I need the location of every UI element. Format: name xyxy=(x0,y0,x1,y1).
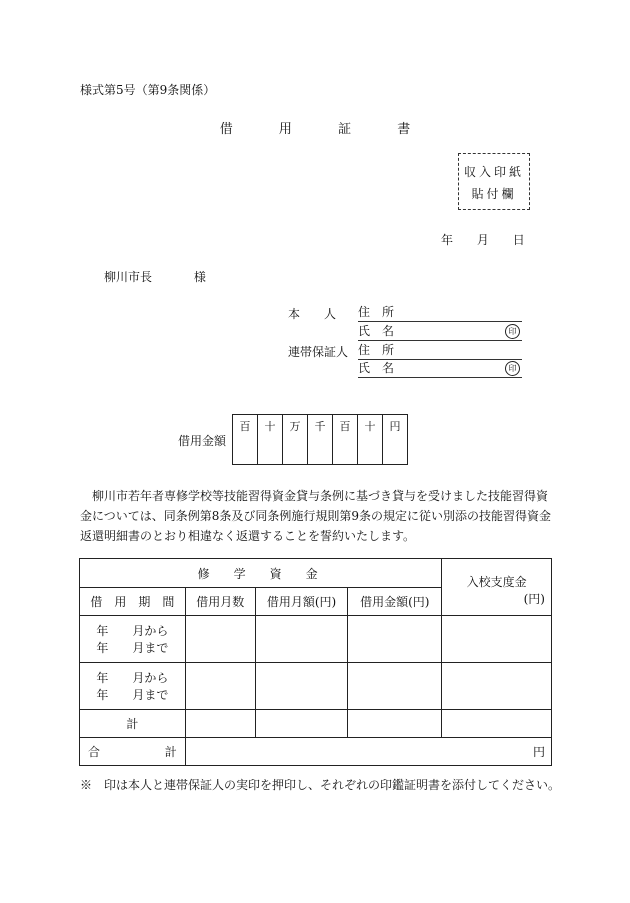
borrower-label: 本 人 xyxy=(288,307,337,321)
col-header-monthly: 借用月額(円) xyxy=(255,588,348,616)
addressee-name: 柳川市長 xyxy=(104,270,153,284)
subtotal-label: 計 xyxy=(80,710,186,738)
table-cell[interactable] xyxy=(185,616,255,663)
admission-fund-header xyxy=(442,559,552,616)
col-header-period: 借 用 期 間 xyxy=(80,588,186,616)
amount-cell[interactable]: 十 xyxy=(258,415,283,465)
col-header-months: 借用月数 xyxy=(185,588,255,616)
table-cell[interactable] xyxy=(348,710,442,738)
table-cell[interactable] xyxy=(348,663,442,710)
table-cell[interactable] xyxy=(185,663,255,710)
guarantor-label: 連帯保証人 xyxy=(288,345,349,359)
period-from: 年 月から xyxy=(96,671,169,685)
table-cell[interactable] xyxy=(255,710,348,738)
col-header-total: 借用金額(円) xyxy=(348,588,442,616)
total-label-right: 計 xyxy=(164,745,177,759)
date-fields xyxy=(441,231,525,248)
stamp-line-2: 貼付欄 xyxy=(471,187,517,201)
amount-label: 借用金額 xyxy=(178,434,227,448)
stamp-line-1: 収入印紙 xyxy=(463,165,524,179)
grand-total-unit: 円 xyxy=(532,745,545,759)
guarantor-seal-mark: 印 xyxy=(505,361,520,376)
period-cell[interactable] xyxy=(80,616,186,663)
date-month: 月 xyxy=(476,233,489,247)
guarantor-address-field[interactable] xyxy=(358,341,522,360)
guarantor-name-label: 氏 名 xyxy=(358,361,395,375)
grand-total-label xyxy=(80,738,186,766)
period-to: 年 月まで xyxy=(96,641,169,655)
borrower-address-label: 住 所 xyxy=(358,305,395,319)
total-label-left: 合 xyxy=(88,745,101,759)
form-number: 様式第5号（第9条関係） xyxy=(80,83,216,97)
revenue-stamp-box xyxy=(458,153,530,210)
admission-fund-label: 入校支度金 xyxy=(466,575,527,589)
grand-total-value[interactable] xyxy=(185,738,551,766)
borrower-address-field[interactable] xyxy=(358,303,522,322)
table-cell[interactable] xyxy=(442,616,552,663)
period-from: 年 月から xyxy=(96,624,169,638)
title-char: 書 xyxy=(397,122,411,137)
period-cell[interactable] xyxy=(80,663,186,710)
repayment-table xyxy=(79,558,552,766)
date-day: 日 xyxy=(512,233,525,247)
table-cell[interactable] xyxy=(255,663,348,710)
borrower-name-label: 氏 名 xyxy=(358,324,395,338)
amount-cell[interactable]: 万 xyxy=(283,415,308,465)
amount-grid xyxy=(232,414,408,465)
table-cell[interactable] xyxy=(185,710,255,738)
table-cell[interactable] xyxy=(442,663,552,710)
borrower-seal-mark: 印 xyxy=(505,324,520,339)
admission-fund-unit: (円) xyxy=(523,592,545,606)
header-group xyxy=(80,559,442,588)
footnote: ※ 印は本人と連帯保証人の実印を押印し、それぞれの印鑑証明書を添付してください。 xyxy=(80,778,561,792)
document-title xyxy=(0,118,630,137)
title-char: 用 xyxy=(278,122,292,137)
amount-cell[interactable]: 円 xyxy=(383,415,408,465)
guarantor-name-field[interactable] xyxy=(358,359,522,378)
title-char: 証 xyxy=(338,122,352,137)
header-group-label: 修 学 資 金 xyxy=(197,566,324,581)
date-year: 年 xyxy=(441,233,454,247)
table-cell[interactable] xyxy=(348,616,442,663)
period-to: 年 月まで xyxy=(96,688,169,702)
addressee xyxy=(104,268,206,285)
pledge-paragraph: 柳川市若年者専修学校等技能習得資金貸与条例に基づき貸与を受けました技能習得資金については、同条例第8条及び同条例施行規則第9条の規定に従い別添の技能習得資金返還明細書のとおり相違なく返還することを誓約いたします。 xyxy=(80,489,552,543)
amount-cell[interactable]: 百 xyxy=(333,415,358,465)
amount-cell[interactable]: 十 xyxy=(358,415,383,465)
amount-cell[interactable]: 百 xyxy=(233,415,258,465)
addressee-honorific: 様 xyxy=(193,270,206,284)
guarantor-address-label: 住 所 xyxy=(358,343,395,357)
amount-cell[interactable]: 千 xyxy=(308,415,333,465)
table-cell[interactable] xyxy=(255,616,348,663)
title-char: 借 xyxy=(219,122,233,137)
borrower-name-field[interactable] xyxy=(358,322,522,341)
table-cell[interactable] xyxy=(442,710,552,738)
